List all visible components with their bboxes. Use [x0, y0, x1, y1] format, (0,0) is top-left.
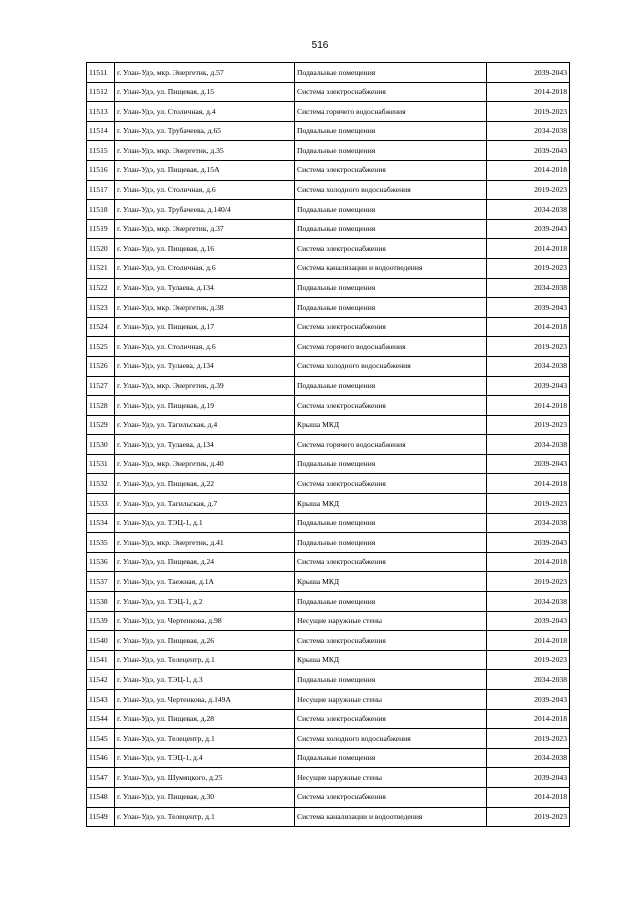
table-row	[87, 650, 570, 670]
period-cell: 2034-2038	[487, 121, 570, 141]
table-row	[87, 670, 570, 690]
table-row	[87, 748, 570, 768]
system-cell: Система электроснабжения	[295, 631, 487, 651]
row-number-cell: 11547	[87, 768, 115, 788]
address-cell: г. Улан-Удэ, ул. Тагильская, д.4	[115, 415, 295, 435]
address-cell: г. Улан-Удэ, ул. Столичная, д.4	[115, 102, 295, 122]
system-cell: Подвальные помещения	[295, 298, 487, 318]
row-number-cell: 11521	[87, 258, 115, 278]
address-cell: г. Улан-Удэ, ул. Пищевая, д.24	[115, 552, 295, 572]
row-number-cell: 11520	[87, 239, 115, 259]
system-cell: Подвальные помещения	[295, 219, 487, 239]
row-number-cell: 11534	[87, 513, 115, 533]
table-row	[87, 258, 570, 278]
address-cell: г. Улан-Удэ, мкр. Энергетик, д.41	[115, 533, 295, 553]
address-cell: г. Улан-Удэ, ул. Пищевая, д.15А	[115, 160, 295, 180]
row-number-cell: 11514	[87, 121, 115, 141]
row-number-cell: 11518	[87, 200, 115, 220]
row-number-cell: 11545	[87, 729, 115, 749]
system-cell: Система электроснабжения	[295, 82, 487, 102]
period-cell: 2014-2018	[487, 317, 570, 337]
row-number-cell: 11512	[87, 82, 115, 102]
table-row	[87, 415, 570, 435]
period-cell: 2014-2018	[487, 474, 570, 494]
row-number-cell: 11544	[87, 709, 115, 729]
table-row	[87, 474, 570, 494]
table-row	[87, 317, 570, 337]
table-row	[87, 729, 570, 749]
address-cell: г. Улан-Удэ, ул. Пищевая, д.15	[115, 82, 295, 102]
address-cell: г. Улан-Удэ, мкр. Энергетик, д.39	[115, 376, 295, 396]
address-cell: г. Улан-Удэ, ул. Трубачеева, д.140/4	[115, 200, 295, 220]
address-cell: г. Улан-Удэ, ул. Пищевая, д.16	[115, 239, 295, 259]
period-cell: 2019-2023	[487, 102, 570, 122]
period-cell: 2019-2023	[487, 180, 570, 200]
table-row	[87, 396, 570, 416]
table-row	[87, 533, 570, 553]
address-cell: г. Улан-Удэ, ул. Телецентр, д.1	[115, 807, 295, 827]
period-cell: 2014-2018	[487, 82, 570, 102]
table-row	[87, 709, 570, 729]
address-cell: г. Улан-Удэ, ул. Пищевая, д.19	[115, 396, 295, 416]
table-row	[87, 160, 570, 180]
row-number-cell: 11516	[87, 160, 115, 180]
address-cell: г. Улан-Удэ, ул. Пищевая, д.30	[115, 787, 295, 807]
address-cell: г. Улан-Удэ, ул. ТЭЦ-1, д.1	[115, 513, 295, 533]
table-row	[87, 239, 570, 259]
system-cell: Крыша МКД	[295, 572, 487, 592]
system-cell: Система электроснабжения	[295, 317, 487, 337]
row-number-cell: 11531	[87, 454, 115, 474]
address-cell: г. Улан-Удэ, мкр. Энергетик, д.37	[115, 219, 295, 239]
row-number-cell: 11529	[87, 415, 115, 435]
period-cell: 2034-2038	[487, 513, 570, 533]
system-cell: Подвальные помещения	[295, 748, 487, 768]
system-cell: Система электроснабжения	[295, 474, 487, 494]
table-row	[87, 63, 570, 83]
system-cell: Несущие наружные стены	[295, 768, 487, 788]
address-cell: г. Улан-Удэ, ул. Телецентр, д.1	[115, 729, 295, 749]
address-cell: г. Улан-Удэ, мкр. Энергетик, д.57	[115, 63, 295, 83]
table-row	[87, 592, 570, 612]
address-cell: г. Улан-Удэ, ул. Пищевая, д.26	[115, 631, 295, 651]
row-number-cell: 11511	[87, 63, 115, 83]
address-cell: г. Улан-Удэ, мкр. Энергетик, д.38	[115, 298, 295, 318]
table-row	[87, 572, 570, 592]
system-cell: Подвальные помещения	[295, 121, 487, 141]
system-cell: Подвальные помещения	[295, 141, 487, 161]
row-number-cell: 11539	[87, 611, 115, 631]
system-cell: Система электроснабжения	[295, 160, 487, 180]
system-cell: Система горячего водоснабжения	[295, 102, 487, 122]
period-cell: 2039-2043	[487, 376, 570, 396]
row-number-cell: 11517	[87, 180, 115, 200]
table-row	[87, 219, 570, 239]
period-cell: 2034-2038	[487, 748, 570, 768]
row-number-cell: 11525	[87, 337, 115, 357]
period-cell: 2014-2018	[487, 160, 570, 180]
system-cell: Подвальные помещения	[295, 592, 487, 612]
table-row	[87, 82, 570, 102]
row-number-cell: 11541	[87, 650, 115, 670]
address-cell: г. Улан-Удэ, ул. ТЭЦ-1, д.2	[115, 592, 295, 612]
row-number-cell: 11546	[87, 748, 115, 768]
period-cell: 2039-2043	[487, 611, 570, 631]
period-cell: 2014-2018	[487, 631, 570, 651]
row-number-cell: 11538	[87, 592, 115, 612]
table-row	[87, 337, 570, 357]
system-cell: Система холодного водоснабжения	[295, 729, 487, 749]
address-cell: г. Улан-Удэ, ул. Столичная, д.6	[115, 180, 295, 200]
address-cell: г. Улан-Удэ, ул. Пищевая, д.17	[115, 317, 295, 337]
system-cell: Система электроснабжения	[295, 552, 487, 572]
row-number-cell: 11543	[87, 690, 115, 710]
address-cell: г. Улан-Удэ, ул. Тулаева, д.134	[115, 278, 295, 298]
table-row	[87, 768, 570, 788]
row-number-cell: 11527	[87, 376, 115, 396]
table-row	[87, 435, 570, 455]
system-cell: Несущие наружные стены	[295, 611, 487, 631]
period-cell: 2019-2023	[487, 729, 570, 749]
row-number-cell: 11515	[87, 141, 115, 161]
registry-table-body	[87, 63, 570, 827]
registry-table	[86, 62, 570, 827]
system-cell: Система канализации и водоотведения	[295, 807, 487, 827]
period-cell: 2014-2018	[487, 239, 570, 259]
row-number-cell: 11519	[87, 219, 115, 239]
system-cell: Подвальные помещения	[295, 278, 487, 298]
system-cell: Система холодного водоснабжения	[295, 356, 487, 376]
row-number-cell: 11524	[87, 317, 115, 337]
table-row	[87, 141, 570, 161]
row-number-cell: 11513	[87, 102, 115, 122]
row-number-cell: 11523	[87, 298, 115, 318]
row-number-cell: 11526	[87, 356, 115, 376]
period-cell: 2019-2023	[487, 337, 570, 357]
system-cell: Система электроснабжения	[295, 709, 487, 729]
address-cell: г. Улан-Удэ, ул. Столичная, д.6	[115, 258, 295, 278]
period-cell: 2034-2038	[487, 670, 570, 690]
table-row	[87, 552, 570, 572]
period-cell: 2039-2043	[487, 690, 570, 710]
system-cell: Подвальные помещения	[295, 670, 487, 690]
row-number-cell: 11549	[87, 807, 115, 827]
address-cell: г. Улан-Удэ, мкр. Энергетик, д.35	[115, 141, 295, 161]
address-cell: г. Улан-Удэ, ул. Тагильская, д.7	[115, 494, 295, 514]
address-cell: г. Улан-Удэ, ул. ТЭЦ-1, д.3	[115, 670, 295, 690]
address-cell: г. Улан-Удэ, ул. Пищевая, д.22	[115, 474, 295, 494]
table-row	[87, 454, 570, 474]
period-cell: 2039-2043	[487, 768, 570, 788]
table-row	[87, 356, 570, 376]
system-cell: Подвальные помещения	[295, 533, 487, 553]
row-number-cell: 11536	[87, 552, 115, 572]
row-number-cell: 11528	[87, 396, 115, 416]
address-cell: г. Улан-Удэ, ул. Тулаева, д.134	[115, 356, 295, 376]
table-row	[87, 298, 570, 318]
table-row	[87, 787, 570, 807]
system-cell: Подвальные помещения	[295, 200, 487, 220]
row-number-cell: 11537	[87, 572, 115, 592]
system-cell: Подвальные помещения	[295, 454, 487, 474]
period-cell: 2034-2038	[487, 435, 570, 455]
system-cell: Система холодного водоснабжения	[295, 180, 487, 200]
table-row	[87, 200, 570, 220]
address-cell: г. Улан-Удэ, ул. Столичная, д.6	[115, 337, 295, 357]
table-row	[87, 494, 570, 514]
address-cell: г. Улан-Удэ, мкр. Энергетик, д.40	[115, 454, 295, 474]
period-cell: 2019-2023	[487, 650, 570, 670]
system-cell: Система горячего водоснабжения	[295, 337, 487, 357]
period-cell: 2039-2043	[487, 219, 570, 239]
period-cell: 2034-2038	[487, 592, 570, 612]
table-row	[87, 180, 570, 200]
address-cell: г. Улан-Удэ, ул. Пищевая, д.28	[115, 709, 295, 729]
row-number-cell: 11535	[87, 533, 115, 553]
period-cell: 2014-2018	[487, 396, 570, 416]
period-cell: 2039-2043	[487, 141, 570, 161]
system-cell: Система электроснабжения	[295, 396, 487, 416]
period-cell: 2014-2018	[487, 709, 570, 729]
system-cell: Несущие наружные стены	[295, 690, 487, 710]
table-row	[87, 807, 570, 827]
row-number-cell: 11532	[87, 474, 115, 494]
period-cell: 2034-2038	[487, 356, 570, 376]
address-cell: г. Улан-Удэ, ул. Чертенкова, д.149А	[115, 690, 295, 710]
table-row	[87, 611, 570, 631]
system-cell: Система канализации и водоотведения	[295, 258, 487, 278]
period-cell: 2034-2038	[487, 200, 570, 220]
row-number-cell: 11533	[87, 494, 115, 514]
period-cell: 2019-2023	[487, 415, 570, 435]
system-cell: Система электроснабжения	[295, 787, 487, 807]
table-row	[87, 102, 570, 122]
table-row	[87, 513, 570, 533]
row-number-cell: 11548	[87, 787, 115, 807]
period-cell: 2019-2023	[487, 258, 570, 278]
system-cell: Подвальные помещения	[295, 513, 487, 533]
period-cell: 2014-2018	[487, 552, 570, 572]
address-cell: г. Улан-Удэ, ул. Телецентр, д.1	[115, 650, 295, 670]
system-cell: Подвальные помещения	[295, 63, 487, 83]
row-number-cell: 11540	[87, 631, 115, 651]
table-row	[87, 278, 570, 298]
address-cell: г. Улан-Удэ, ул. Тулаева, д.134	[115, 435, 295, 455]
address-cell: г. Улан-Удэ, ул. Чертенкова, д.98	[115, 611, 295, 631]
row-number-cell: 11522	[87, 278, 115, 298]
system-cell: Крыша МКД	[295, 415, 487, 435]
table-row	[87, 690, 570, 710]
page-number: 516	[311, 40, 329, 51]
period-cell: 2039-2043	[487, 454, 570, 474]
address-cell: г. Улан-Удэ, ул. Трубачеева, д.65	[115, 121, 295, 141]
table-row	[87, 631, 570, 651]
period-cell: 2014-2018	[487, 787, 570, 807]
table-row	[87, 376, 570, 396]
period-cell: 2039-2043	[487, 298, 570, 318]
address-cell: г. Улан-Удэ, ул. ТЭЦ-1, д.4	[115, 748, 295, 768]
period-cell: 2019-2023	[487, 494, 570, 514]
system-cell: Крыша МКД	[295, 650, 487, 670]
row-number-cell: 11542	[87, 670, 115, 690]
system-cell: Подвальные помещения	[295, 376, 487, 396]
period-cell: 2019-2023	[487, 807, 570, 827]
system-cell: Система горячего водоснабжения	[295, 435, 487, 455]
period-cell: 2039-2043	[487, 533, 570, 553]
system-cell: Крыша МКД	[295, 494, 487, 514]
address-cell: г. Улан-Удэ, ул. Таежная, д.1А	[115, 572, 295, 592]
system-cell: Система электроснабжения	[295, 239, 487, 259]
period-cell: 2019-2023	[487, 572, 570, 592]
period-cell: 2034-2038	[487, 278, 570, 298]
row-number-cell: 11530	[87, 435, 115, 455]
address-cell: г. Улан-Удэ, ул. Шумяцкого, д.25	[115, 768, 295, 788]
period-cell: 2039-2043	[487, 63, 570, 83]
table-row	[87, 121, 570, 141]
